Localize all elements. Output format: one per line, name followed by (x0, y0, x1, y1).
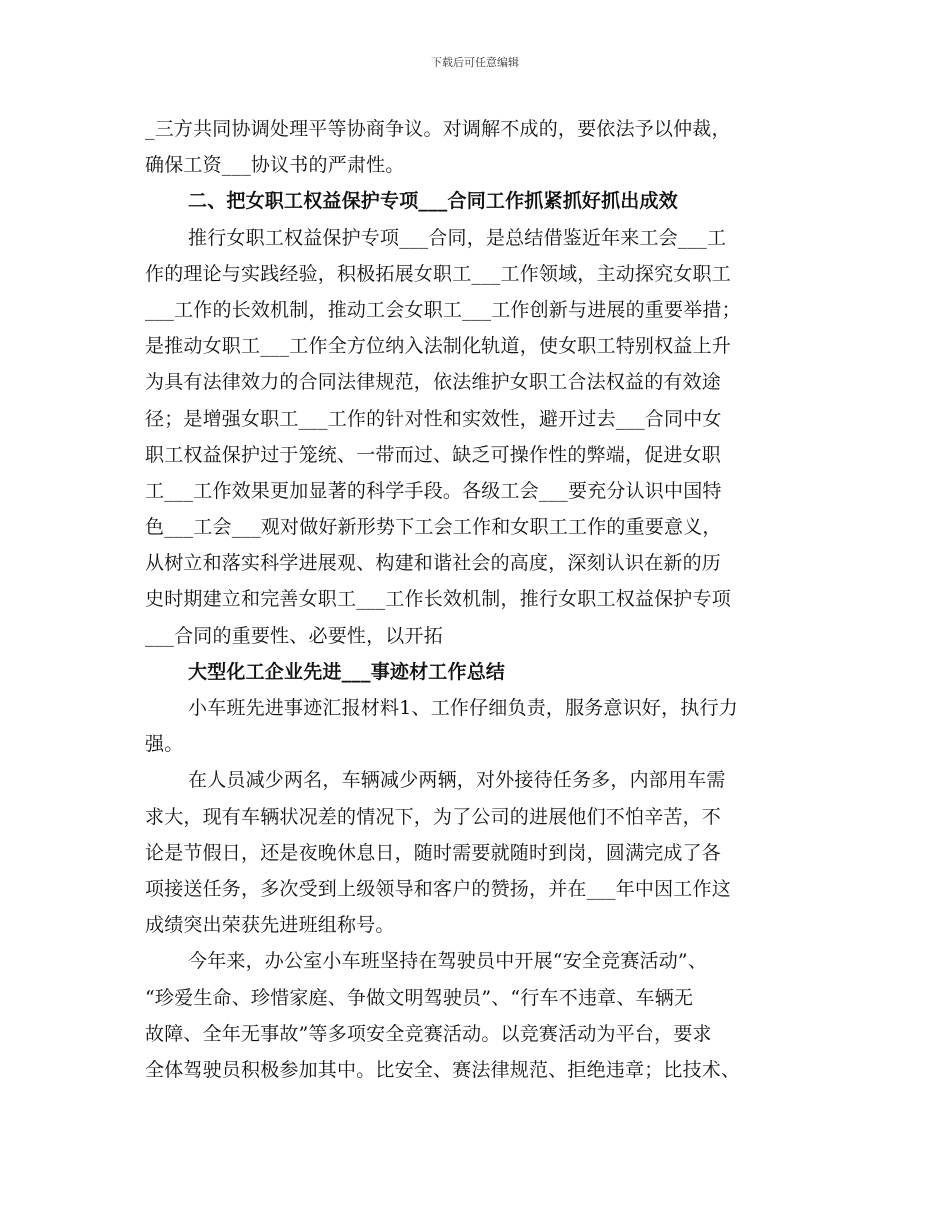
paragraph-line: 工___工作效果更加显著的科学手段。各级工会___要充分认识中国特 (145, 479, 722, 502)
paragraph-line: “珍爱生命、珍惜家庭、争做文明驾驶员”、“行车不违章、车辆无 (145, 986, 694, 1009)
paragraph-line: 全体驾驶员积极参加其中。比安全、赛法律规范、拒绝违章；比技术、 (145, 1058, 741, 1081)
paragraph-line: 强。 (145, 733, 184, 756)
header-note: 下载后可任意编辑 (431, 56, 519, 69)
paragraph-line: 从树立和落实科学进展观、构建和谐社会的高度，深刻认识在新的历 (145, 552, 722, 575)
paragraph-line: 今年来，办公室小车班坚持在驾驶员中开展“安全竞赛活动”、 (188, 950, 708, 973)
paragraph-line: 推行女职工权益保护专项___合同，是总结借鉴近年来工会___工 (188, 226, 727, 249)
paragraph-line: 论是节假日，还是夜晚休息日，随时需要就随时到岗，圆满完成了各 (145, 841, 722, 864)
paragraph-line: 小车班先进事迹汇报材料1、工作仔细负责，服务意识好，执行力 (188, 697, 738, 719)
document-body (145, 111, 823, 1088)
paragraph-line: 成绩突出荣获先进班组称号。 (145, 914, 395, 937)
paragraph-line: 史时期建立和完善女职工___工作长效机制，推行女职工权益保护专项 (145, 588, 731, 611)
paragraph-line: 项接送任务，多次受到上级领导和客户的赞扬，并在___年中因工作这 (145, 877, 731, 900)
paragraph-line: ___合同的重要性、必要性，以开拓 (145, 624, 443, 647)
paragraph-line: 求大，现有车辆状况差的情况下，为了公司的进展他们不怕辛苦，不 (145, 805, 722, 828)
paragraph-line: 确保工资___协议书的严肃性。 (145, 154, 405, 177)
paragraph-line: 径；是增强女职工___工作的针对性和实效性，避开过去___合同中女 (145, 407, 722, 430)
paragraph-line: 是推动女职工___工作全方位纳入法制化轨道，使女职工特别权益上升 (145, 335, 731, 358)
section-heading: 二、把女职工权益保护专项___合同工作抓紧抓好抓出成效 (188, 190, 678, 213)
paragraph-line: 在人员减少两名，车辆减少两辆，对外接待任务多，内部用车需 (188, 769, 726, 792)
paragraph-line: 故障、全年无事故”等多项安全竞赛活动。以竞赛活动为平台，要求 (145, 1022, 712, 1045)
paragraph-line: 为具有法律效力的合同法律规范，依法维护女职工合法权益的有效途 (145, 371, 722, 394)
paragraph-line: 职工权益保护过于笼统、一带而过、缺乏可操作性的弊端，促进女职 (145, 443, 722, 466)
paragraph-line: _三方共同协调处理平等协商争议。对调解不成的，要依法予以仲裁， (145, 118, 731, 140)
section-heading: 大型化工企业先进___事迹材工作总结 (188, 660, 506, 683)
paragraph-line: 色___工会___观对做好新形势下工会工作和女职工工作的重要意义， (145, 516, 722, 539)
paragraph-line: ___工作的长效机制，推动工会女职工___工作创新与进展的重要举措； (145, 298, 741, 321)
paragraph-line: 作的理论与实践经验，积极拓展女职工___工作领域，主动探究女职工 (145, 262, 731, 285)
